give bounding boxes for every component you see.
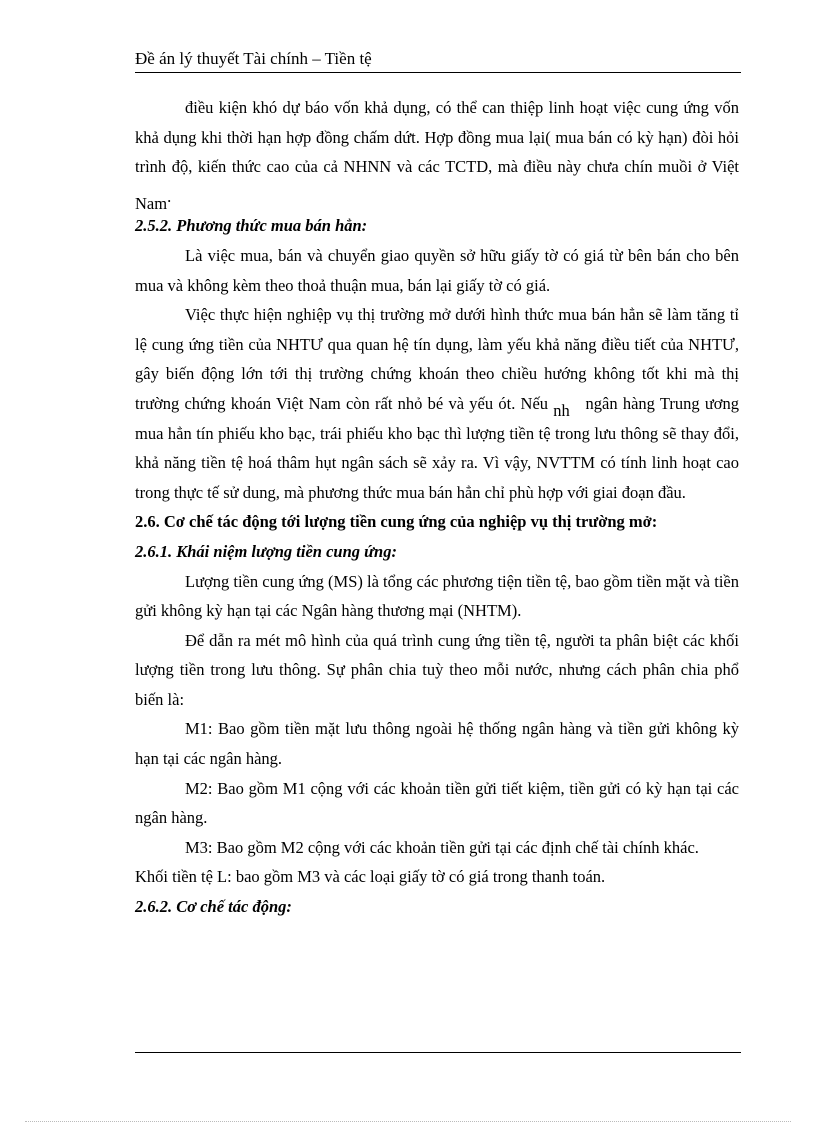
heading-2-6-1: 2.6.1. Khái niệm lượng tiền cung ứng:: [135, 541, 397, 561]
paragraph-money-aggregates-intro: Để dẫn ra mét mô hình của quá trình cung ứng tiền tệ, người ta phân biệt các khối lượng tiền trong lưu thông. Sự phân chia tuỳ theo mỗi nước, nhưng cách phân chia phổ biến là:: [135, 630, 739, 709]
list-item-m3: M3: Bao gồm M2 cộng với các khoản tiền gửi tại các định chế tài chính khác.: [185, 837, 699, 857]
paragraph-period: .: [167, 186, 172, 206]
paragraph-text: điều kiện khó dự báo vốn khả dụng, có thể can thiệp linh hoạt việc cung ứng vốn khả dụng khi thời hạn hợp đồng chấm dứt. Hợp đồng mua lại( mua bán có kỳ hạn) đòi hỏi trình độ, kiến thức cao của cả NHNN và các TCTD, mà điều này chưa chín muồi ở Việt: [135, 98, 739, 177]
paragraph-text: ngân hàng Trung ương mua hẳn tín phiếu kho bạc, trái phiếu kho bạc thì lượng tiền tệ trong lưu thông sẽ thay đổi, khả năng tiền tệ hoá thâm hụt ngân sách sẽ xảy ra. Vì vậy, NVTTM có tính linh hoạt cao trong thực tế sử dung, mà phương thức mua bán hẳn chỉ phù hợp với giai đoạn đầu.: [135, 393, 739, 502]
document-title: Đề án lý thuyết Tài chính – Tiền tệ: [135, 49, 372, 68]
page-edge-divider: [25, 1121, 791, 1122]
heading-2-5-2: 2.5.2. Phương thức mua bán hẳn:: [135, 216, 368, 236]
footer-rule: [135, 1052, 741, 1053]
list-item-l: Khối tiền tệ L: bao gồm M3 và các loại giấy tờ có giá trong thanh toán.: [135, 867, 606, 887]
heading-2-6: 2.6. Cơ chế tác động tới lượng tiền cung ứng của nghiệp vụ thị trường mở:: [135, 512, 658, 532]
paragraph-repo-conclusion: [135, 93, 739, 211]
list-item-m1: M1: Bao gồm tiền mặt lưu thông ngoài hệ thống ngân hàng và tiền gửi không kỳ hạn tại các ngân hàng.: [135, 719, 739, 769]
list-item-m2: M2: Bao gồm M1 cộng với các khoản tiền gửi tiết kiệm, tiền gửi có kỳ hạn tại các ngân hàng.: [135, 778, 739, 828]
paragraph-text: Việc thực hiện nghiệp vụ thị trường mở dưới hình thức mua bán hẳn sẽ làm tăng tỉ lệ cung ứng tiền của NHTƯ qua quan hệ tín dụng, làm yếu khả năng điều tiết của NHTƯ, gây biến động lớn tới thị trường chứng khoán theo chiều hướng không tốt khi mà thị trường chứng khoán Việt Nam còn rất nhỏ bé và yếu ót. Nếu: [135, 305, 739, 413]
paragraph-text-fragment: nh: [553, 400, 570, 420]
paragraph-money-supply-definition: Lượng tiền cung ứng (MS) là tổng các phương tiện tiền tệ, bao gồm tiền mặt và tiền gửi không kỳ hạn tại các Ngân hàng thương mại (NHTM).: [135, 571, 739, 621]
page-header: [135, 46, 741, 73]
paragraph-outright-effects: [135, 300, 739, 507]
document-body: [135, 93, 739, 922]
paragraph-text-tail: Nam: [135, 193, 168, 213]
paragraph-outright-definition: Là việc mua, bán và chuyển giao quyền sở hữu giấy tờ có giá từ bên bán cho bên mua và không kèm theo thoả thuận mua, bán lại giấy tờ có giá.: [135, 245, 739, 295]
heading-2-6-2: 2.6.2. Cơ chế tác động:: [135, 897, 292, 917]
